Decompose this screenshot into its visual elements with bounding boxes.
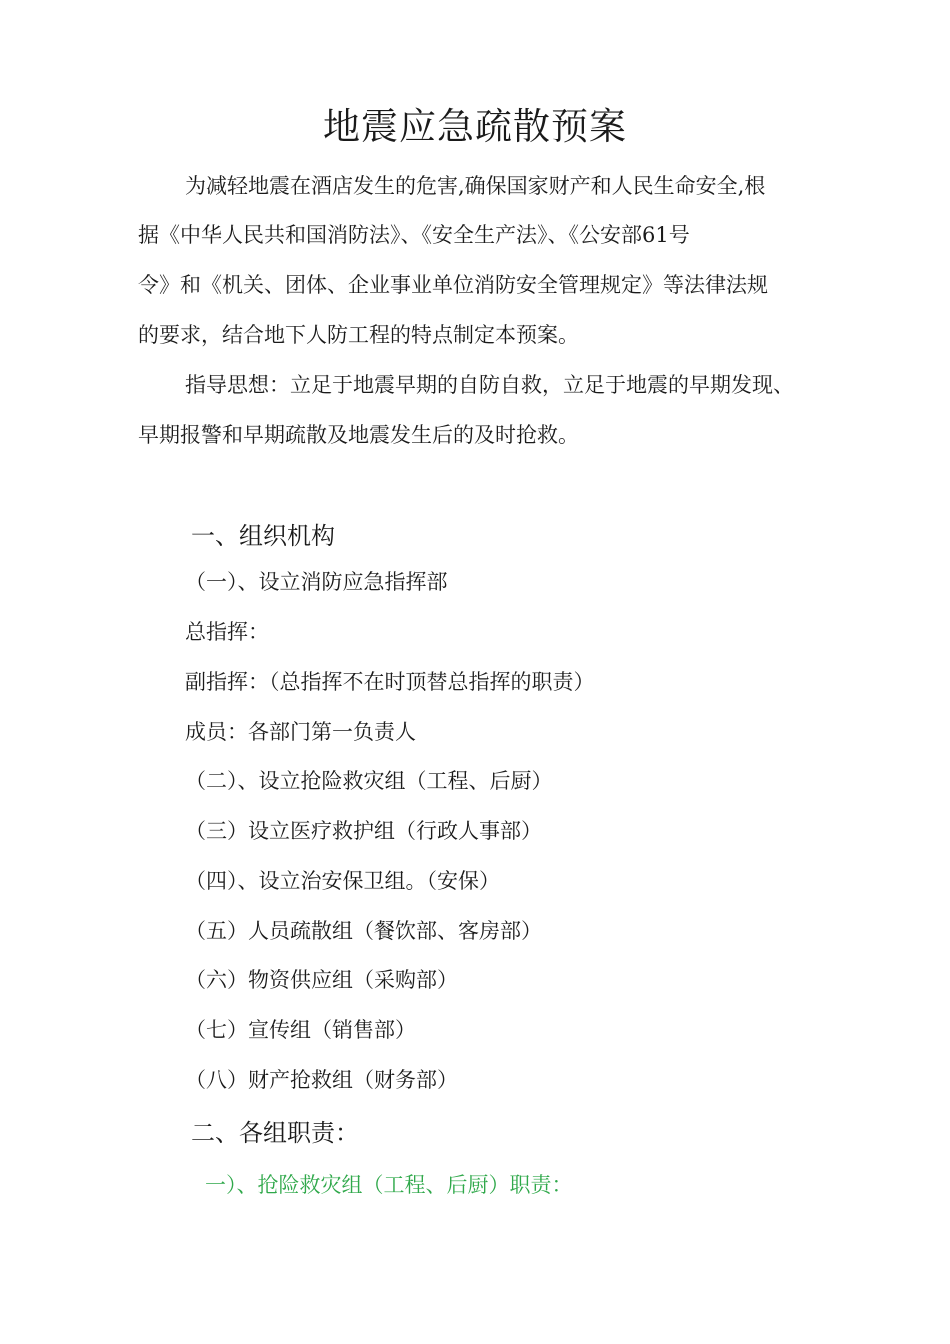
org-item: （二）、设立抢险救灾组（工程、后厨） (185, 769, 553, 793)
org-item: （七）宣传组（销售部） (185, 1018, 416, 1042)
duties-subheading: 一）、抢险救灾组（工程、后厨）职责： (205, 1173, 573, 1197)
org-item: 成员：各部门第一负责人 (185, 720, 416, 744)
org-item: 副指挥：（总指挥不在时顶替总指挥的职责） (185, 670, 595, 694)
org-item: （一）、设立消防应急指挥部 (185, 570, 448, 594)
org-item: 总指挥： (185, 620, 269, 644)
guiding-line-2: 早期报警和早期疏散及地震发生后的及时抢救。 (138, 423, 579, 447)
section-heading-organization: 一、组织机构 (191, 522, 335, 550)
intro-line-4: 的要求，结合地下人防工程的特点制定本预案。 (138, 323, 579, 347)
org-item: （八）财产抢救组（财务部） (185, 1068, 458, 1092)
guiding-line-1: 指导思想：立足于地震早期的自防自救，立足于地震的早期发现、 (185, 373, 794, 397)
intro-line-3: 令》和《机关、团体、企业事业单位消防安全管理规定》等法律法规 (138, 273, 768, 297)
intro-line-1: 为减轻地震在酒店发生的危害,确保国家财产和人民生命安全,根 (185, 174, 766, 198)
org-item: （六）物资供应组（采购部） (185, 968, 458, 992)
section-heading-duties: 二、各组职责： (191, 1119, 359, 1147)
org-item: （五）人员疏散组（餐饮部、客房部） (185, 919, 542, 943)
document-title: 地震应急疏散预案 (323, 105, 627, 148)
intro-line-2: 据《中华人民共和国消防法》、《安全生产法》、《公安部61号 (138, 223, 690, 247)
org-item: （四）、设立治安保卫组。（安保） (185, 869, 500, 893)
org-item: （三）设立医疗救护组（行政人事部） (185, 819, 542, 843)
